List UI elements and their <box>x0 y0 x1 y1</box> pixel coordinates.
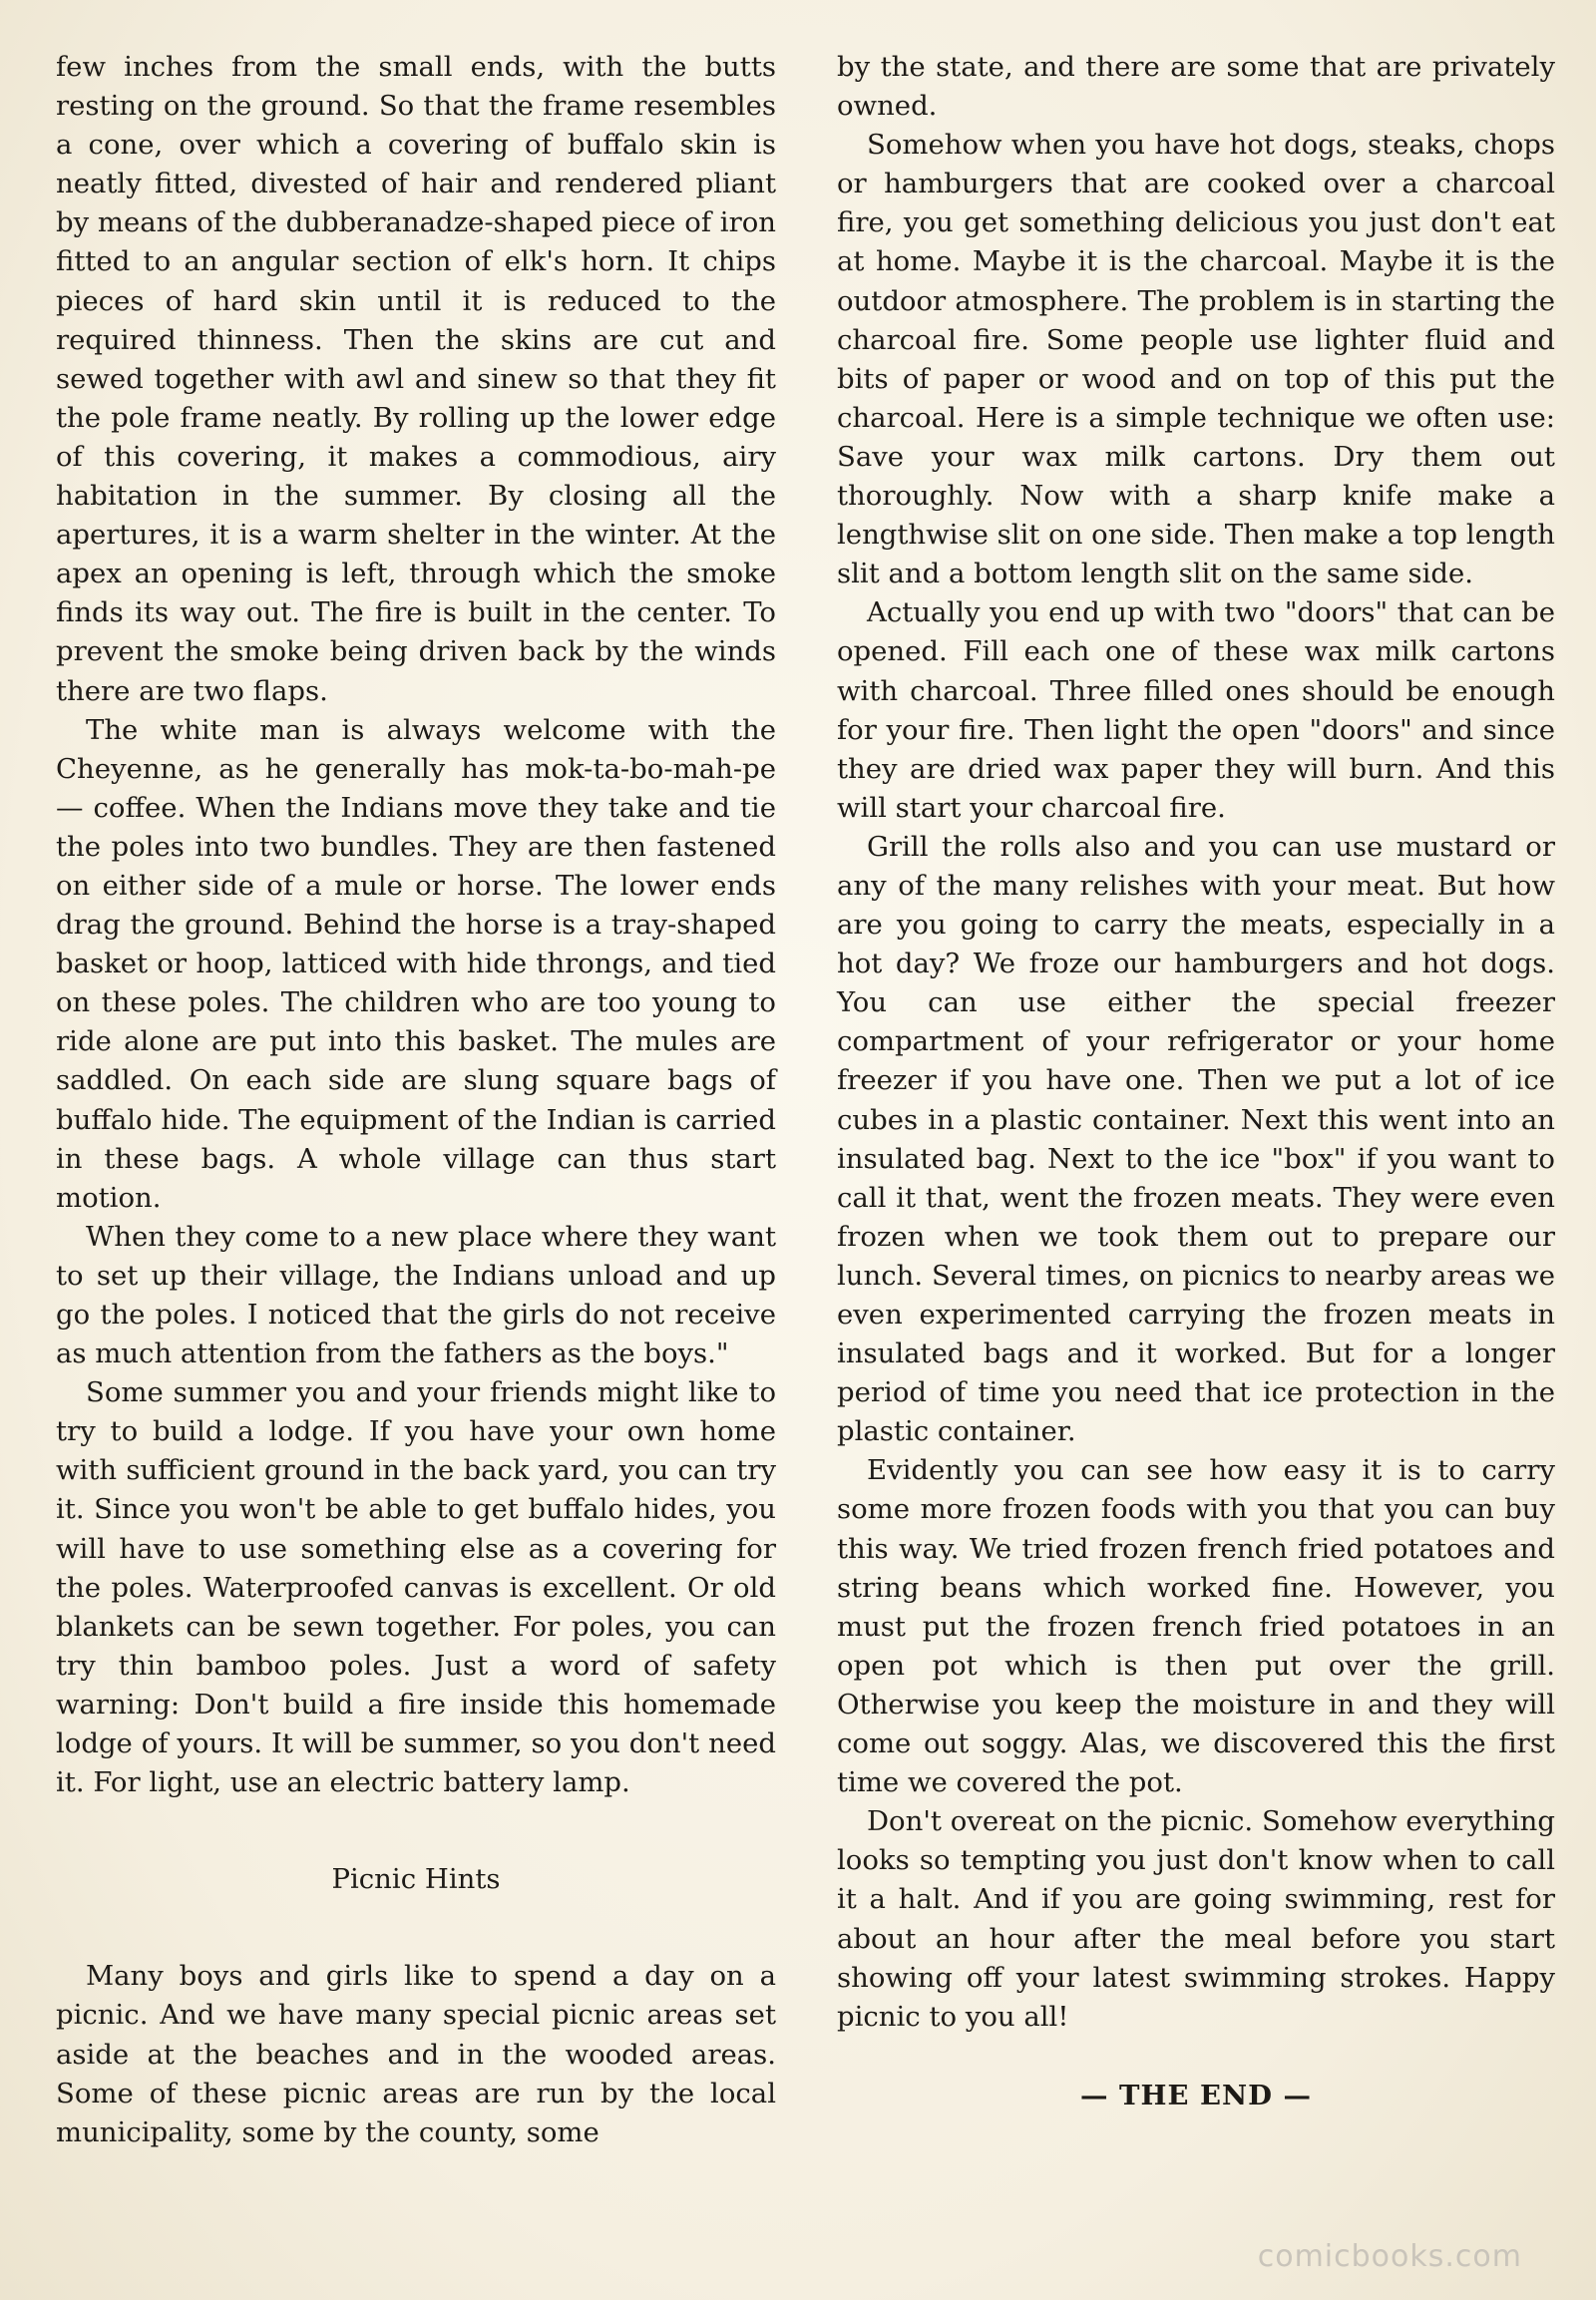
section-heading-picnic-hints: Picnic Hints <box>331 1863 501 1896</box>
left-text-column <box>56 48 776 2152</box>
paragraph-picnic-intro: Many boys and girls like to spend a day on a picnic. And we have many special picnic areas set aside at the beaches and in the wooded areas. Some of these picnic areas are run by the local municipality, some by the county, some <box>56 1960 776 2148</box>
paragraph-cheyenne-travel: The white man is always welcome with the Cheyenne, as he generally has mok-ta-bo-mah-pe — coffee. When the Indians move they take and tie the poles into two bundles. They are then fastened on either side of a mule or horse. The lower ends drag the ground. Behind the horse is a tray-shaped basket or hoop, latticed with hide throngs, and tied on these poles. The children who are too young to ride alone are put into this basket. The mules are saddled. On each side are slung square bags of buffalo hide. The equipment of the Indian is carried in these bags. A whole village can thus start motion. <box>56 713 776 1214</box>
paragraph-lodge-construction: few inches from the small ends, with the butts resting on the ground. So that the frame resembles a cone, over which a covering of buffalo skin is neatly fitted, divested of hair and rendered pliant by means of the dubberanadze-shaped piece of iron fitted to an angular section of elk's horn. It chips pieces of hard skin until it is reduced to the required thinness. Then the skins are cut and sewed together with awl and sinew so that they fit the pole frame neatly. By rolling up the lower edge of this covering, it makes a commodious, airy habitation in the summer. By closing all the apertures, it is a warm shelter in the winter. At the apex an opening is left, through which the smoke finds its way out. The fire is built in the center. To prevent the smoke being driven back by the winds there are two flaps. <box>56 51 776 707</box>
the-end-marker: — THE END — <box>1079 2079 1313 2111</box>
right-text-column <box>837 48 1555 2115</box>
site-watermark: comicbooks.com <box>1257 2239 1522 2274</box>
paragraph-frozen-meats: Grill the rolls also and you can use mustard or any of the many relishes with your meat. But how are you going to carry the meats, especially in a hot day? We froze our hamburgers and hot dogs. You can use either the special freezer compartment of your refrigerator or your home freezer if you have one. Then we put a lot of ice cubes in a plastic container. Next this went into an insulated bag. Next to the ice "box" if you want to call it that, went the frozen meats. They were even frozen when we took them out to prepare our lunch. Several times, on picnics to nearby areas we even experimented carrying the frozen meats in insulated bags and it worked. But for a longer period of time you need that ice protection in the plastic container. <box>837 830 1555 1448</box>
paragraph-build-a-lodge: Some summer you and your friends might like to try to build a lodge. If you have your own home with sufficient ground in the back yard, you can try it. Since you won't be able to get buffalo hides, you will have to use something else as a covering for the poles. Waterproofed canvas is excellent. Or old blankets can be sewn together. For poles, you can try thin bamboo poles. Just a word of safety warning: Don't build a fire inside this homemade lodge of yours. It will be summer, so you don't need it. For light, use an electric battery lamp. <box>56 1376 776 1799</box>
paragraph-privately-owned: by the state, and there are some that are privately owned. <box>837 51 1555 123</box>
paragraph-frozen-foods: Evidently you can see how easy it is to carry some more frozen foods with you that you can buy this way. We tried frozen french fried potatoes and string beans which worked fine. However, you must put the frozen french fried potatoes in an open pot which is then put over the grill. Otherwise you keep the moisture in and they will come out soggy. Alas, we discovered this the first time we covered the pot. <box>837 1454 1555 1799</box>
paragraph-new-village: When they come to a new place where they want to set up their village, the Indians unload and up go the poles. I noticed that the girls do not receive as much attention from the fathers as the boys." <box>56 1220 776 1370</box>
paragraph-dont-overeat: Don't overeat on the picnic. Somehow everything looks so tempting you just don't know when to call it a halt. And if you are going swimming, rest for about an hour after the meal before you start showing off your latest swimming strokes. Happy picnic to you all! <box>837 1805 1555 2033</box>
paragraph-carton-doors: Actually you end up with two "doors" that can be opened. Fill each one of these wax milk cartons with charcoal. Three filled ones should be enough for your fire. Then light the open "doors" and since they are dried wax paper they will burn. And this will start your charcoal fire. <box>837 596 1555 824</box>
paragraph-charcoal-fire: Somehow when you have hot dogs, steaks, chops or hamburgers that are cooked over a charcoal fire, you get something delicious you just don't eat at home. Maybe it is the charcoal. Maybe it is the outdoor atmosphere. The problem is in starting the charcoal fire. Some people use lighter fluid and bits of paper or wood and on top of this put the charcoal. Here is a simple technique we often use: Save your wax milk cartons. Dry them out thoroughly. Now with a sharp knife make a lengthwise slit on one side. Then make a top length slit and a bottom length slit on the same side. <box>837 129 1555 590</box>
